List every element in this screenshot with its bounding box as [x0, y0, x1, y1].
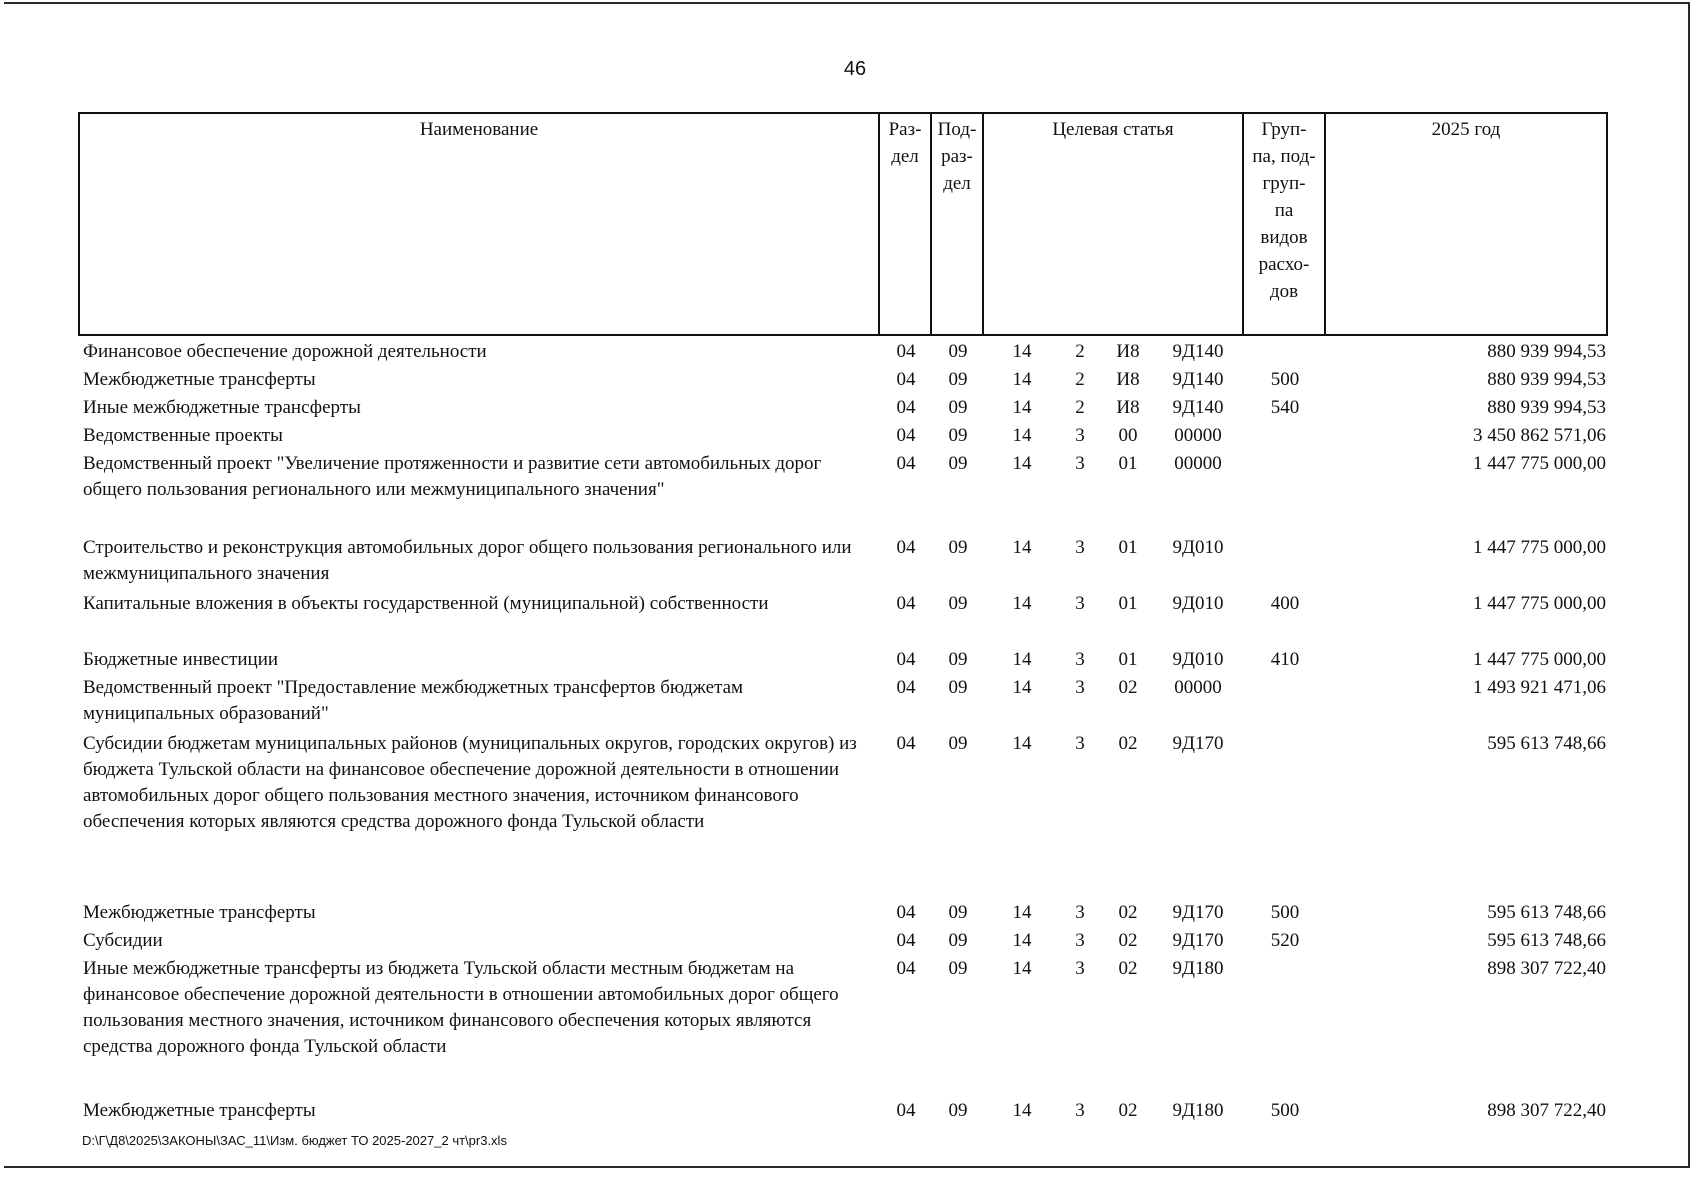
row-group: 500 — [1270, 1100, 1300, 1121]
row-target-type: 3 — [1075, 425, 1085, 446]
row-target-type: 3 — [1075, 930, 1085, 951]
row-podrazdel: 09 — [948, 397, 968, 418]
row-podrazdel: 09 — [948, 733, 968, 754]
header-razdel: Раз- дел — [880, 114, 932, 334]
row-razdel: 04 — [896, 930, 916, 951]
row-target-type: 3 — [1075, 649, 1085, 670]
row-amount: 595 613 748,66 — [1487, 902, 1606, 923]
row-amount: 1 493 921 471,06 — [1473, 677, 1606, 698]
header-name: Наименование — [80, 114, 880, 334]
row-name: Межбюджетные трансферты — [83, 1100, 316, 1121]
row-target-type: 2 — [1075, 397, 1085, 418]
row-name: Межбюджетные трансферты — [83, 369, 316, 390]
row-target-program: 14 — [1012, 733, 1032, 754]
row-razdel: 04 — [896, 958, 916, 979]
row-target-type: 3 — [1075, 902, 1085, 923]
row-podrazdel: 09 — [948, 341, 968, 362]
row-target-type: 2 — [1075, 341, 1085, 362]
row-target-code: 00000 — [1174, 677, 1222, 698]
row-target-subtype: 01 — [1118, 649, 1138, 670]
row-podrazdel: 09 — [948, 902, 968, 923]
row-target-subtype: 01 — [1118, 537, 1138, 558]
row-name: Субсидии бюджетам муниципальных районов (муниципальных округов, городских округов) из бюджета Тульской области на финансовое обеспечение дорожной деятельности в отношении автомобильных дорог общего пользования местного значения, источником финансового обеспечения которых являются средства дорожного фонда Тульской области — [83, 733, 857, 832]
row-target-subtype: 02 — [1118, 733, 1138, 754]
file-path-footer: D:\Г\Д8\2025\ЗАКОНЫ\ЗАС_11\Изм. бюджет ТО 2025-2027_2 чт\pr3.xls — [82, 1133, 507, 1148]
row-podrazdel: 09 — [948, 930, 968, 951]
row-target-program: 14 — [1012, 958, 1032, 979]
row-amount: 595 613 748,66 — [1487, 733, 1606, 754]
row-amount: 1 447 775 000,00 — [1473, 453, 1606, 474]
row-razdel: 04 — [896, 593, 916, 614]
row-razdel: 04 — [896, 902, 916, 923]
row-podrazdel: 09 — [948, 425, 968, 446]
row-target-code: 9Д010 — [1172, 537, 1224, 558]
row-group: 520 — [1270, 930, 1300, 951]
row-razdel: 04 — [896, 425, 916, 446]
row-target-type: 3 — [1075, 537, 1085, 558]
row-target-code: 9Д010 — [1172, 593, 1224, 614]
row-name: Строительство и реконструкция автомобильных дорог общего пользования регионального или межмуниципального значения — [83, 537, 852, 584]
row-group: 500 — [1270, 369, 1300, 390]
row-podrazdel: 09 — [948, 958, 968, 979]
row-target-program: 14 — [1012, 677, 1032, 698]
row-target-program: 14 — [1012, 1100, 1032, 1121]
row-target-code: 9Д140 — [1172, 341, 1224, 362]
row-target-code: 9Д140 — [1172, 369, 1224, 390]
row-target-program: 14 — [1012, 593, 1032, 614]
row-podrazdel: 09 — [948, 649, 968, 670]
row-target-subtype: 02 — [1118, 930, 1138, 951]
row-target-program: 14 — [1012, 397, 1032, 418]
header-podrazdel: Под- раз- дел — [932, 114, 984, 334]
row-name: Ведомственный проект "Увеличение протяженности и развитие сети автомобильных дорог общего пользования регионального или межмуниципального значения" — [83, 453, 822, 500]
page-number: 46 — [843, 58, 867, 80]
row-target-code: 9Д180 — [1172, 958, 1224, 979]
row-target-subtype: 01 — [1118, 593, 1138, 614]
row-target-type: 3 — [1075, 958, 1085, 979]
row-amount: 3 450 862 571,06 — [1473, 425, 1606, 446]
row-amount: 880 939 994,53 — [1487, 397, 1606, 418]
row-target-subtype: 02 — [1118, 958, 1138, 979]
row-target-program: 14 — [1012, 930, 1032, 951]
row-amount: 898 307 722,40 — [1487, 1100, 1606, 1121]
row-amount: 898 307 722,40 — [1487, 958, 1606, 979]
row-target-type: 3 — [1075, 733, 1085, 754]
row-target-program: 14 — [1012, 453, 1032, 474]
row-amount: 595 613 748,66 — [1487, 930, 1606, 951]
row-group: 410 — [1270, 649, 1300, 670]
row-target-subtype: 02 — [1118, 677, 1138, 698]
row-razdel: 04 — [896, 453, 916, 474]
row-target-subtype: И8 — [1116, 397, 1140, 418]
row-target-subtype: 02 — [1118, 1100, 1138, 1121]
row-podrazdel: 09 — [948, 453, 968, 474]
row-podrazdel: 09 — [948, 593, 968, 614]
row-target-code: 9Д140 — [1172, 397, 1224, 418]
row-target-subtype: И8 — [1116, 369, 1140, 390]
row-target-program: 14 — [1012, 369, 1032, 390]
row-group: 500 — [1270, 902, 1300, 923]
row-target-type: 3 — [1075, 453, 1085, 474]
row-razdel: 04 — [896, 677, 916, 698]
row-group: 540 — [1270, 397, 1300, 418]
row-amount: 880 939 994,53 — [1487, 369, 1606, 390]
header-target: Целевая статья — [984, 114, 1244, 334]
row-target-type: 3 — [1075, 1100, 1085, 1121]
row-target-code: 9Д010 — [1172, 649, 1224, 670]
row-name: Финансовое обеспечение дорожной деятельности — [83, 341, 487, 362]
row-target-program: 14 — [1012, 425, 1032, 446]
row-name: Ведомственные проекты — [83, 425, 283, 446]
row-podrazdel: 09 — [948, 677, 968, 698]
row-amount: 1 447 775 000,00 — [1473, 593, 1606, 614]
row-razdel: 04 — [896, 369, 916, 390]
row-target-code: 00000 — [1174, 453, 1222, 474]
row-target-type: 3 — [1075, 593, 1085, 614]
row-razdel: 04 — [896, 1100, 916, 1121]
row-razdel: 04 — [896, 341, 916, 362]
row-podrazdel: 09 — [948, 1100, 968, 1121]
row-target-program: 14 — [1012, 537, 1032, 558]
row-name: Иные межбюджетные трансферты — [83, 397, 361, 418]
row-amount: 1 447 775 000,00 — [1473, 537, 1606, 558]
row-name: Ведомственный проект "Предоставление межбюджетных трансфертов бюджетам муниципальных образований" — [83, 677, 744, 724]
row-podrazdel: 09 — [948, 537, 968, 558]
row-target-subtype: 02 — [1118, 902, 1138, 923]
header-year: 2025 год — [1431, 119, 1501, 140]
row-name: Капитальные вложения в объекты государственной (муниципальной) собственности — [83, 593, 769, 614]
row-amount: 880 939 994,53 — [1487, 341, 1606, 362]
table-header — [78, 112, 1608, 336]
row-target-type: 3 — [1075, 677, 1085, 698]
row-target-subtype: 00 — [1118, 425, 1138, 446]
row-target-program: 14 — [1012, 902, 1032, 923]
header-group: Груп- па, под- груп- па видов расхо- дов — [1244, 114, 1326, 334]
row-name: Субсидии — [83, 930, 163, 951]
row-razdel: 04 — [896, 733, 916, 754]
row-name: Межбюджетные трансферты — [83, 902, 316, 923]
row-name: Иные межбюджетные трансферты из бюджета Тульской области местным бюджетам на финансовое обеспечение дорожной деятельности в отношении автомобильных дорог общего пользования местного значения, источником финансового обеспечения которых являются средства дорожного фонда Тульской области — [83, 958, 839, 1057]
row-razdel: 04 — [896, 649, 916, 670]
row-razdel: 04 — [896, 537, 916, 558]
row-target-type: 2 — [1075, 369, 1085, 390]
row-group: 400 — [1270, 593, 1300, 614]
row-target-code: 9Д170 — [1172, 902, 1224, 923]
row-target-subtype: И8 — [1116, 341, 1140, 362]
row-target-subtype: 01 — [1118, 453, 1138, 474]
row-target-program: 14 — [1012, 649, 1032, 670]
row-razdel: 04 — [896, 397, 916, 418]
row-name: Бюджетные инвестиции — [83, 649, 279, 670]
row-target-code: 9Д170 — [1172, 733, 1224, 754]
row-podrazdel: 09 — [948, 369, 968, 390]
row-target-code: 9Д180 — [1172, 1100, 1224, 1121]
row-target-code: 00000 — [1174, 425, 1222, 446]
row-target-program: 14 — [1012, 341, 1032, 362]
row-target-code: 9Д170 — [1172, 930, 1224, 951]
row-amount: 1 447 775 000,00 — [1473, 649, 1606, 670]
